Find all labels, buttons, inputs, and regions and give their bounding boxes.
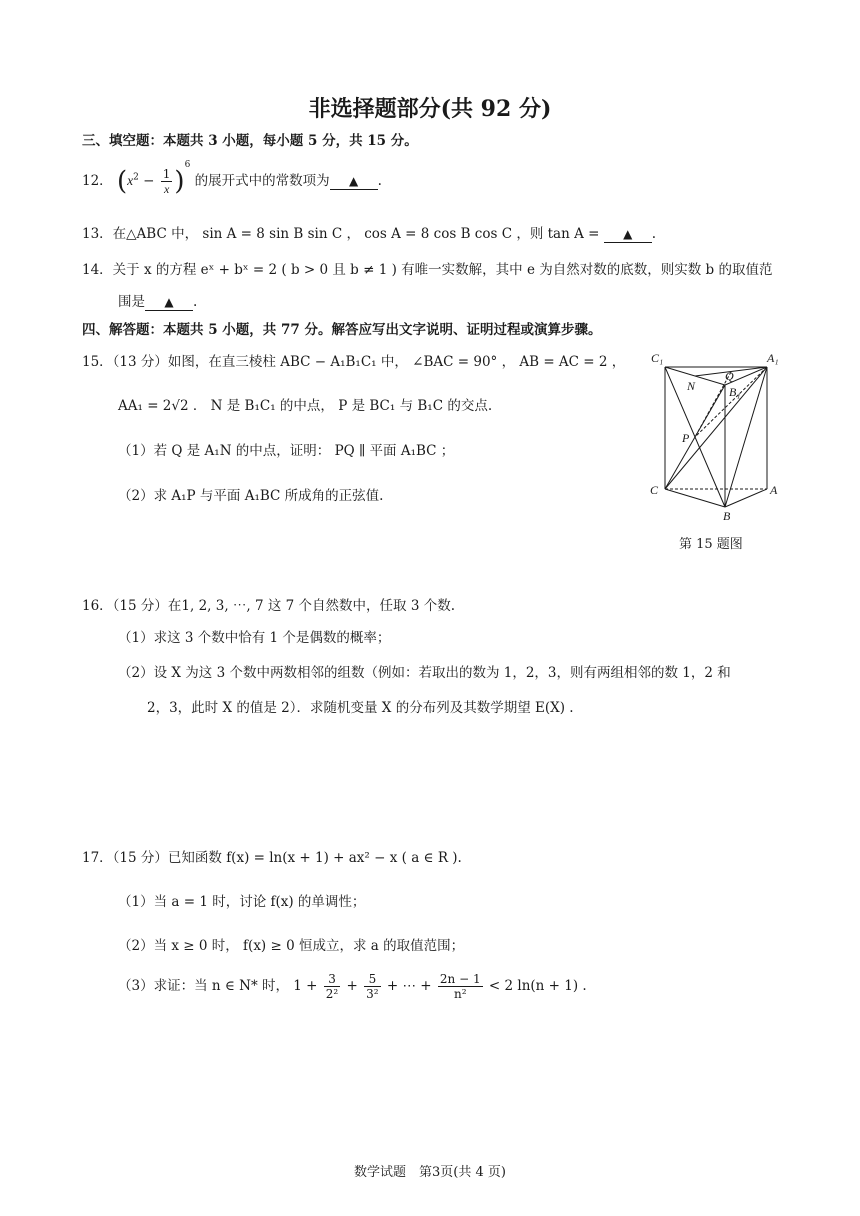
q13-text: 13．在△ABC 中， sin A = 8 sin B sin C ， cos A = 8 cos B cos C ，则 tan A = xyxy=(82,226,604,242)
q14-answer-blank[interactable]: ▲ xyxy=(145,295,193,311)
page-title: 非选择题部分(共 92 分) xyxy=(308,96,552,122)
label-p: P xyxy=(682,431,690,445)
question-17-part3: （3）求证：当 n ∈ N* 时， 1 + $\frac{3}{\text{2²}}$ + $\frac{5}{\text{3²}}$ + ⋯ + $\frac{2n - 1}{\text{n²}}$ < 2 ln(n + 1) . xyxy=(118,972,587,1001)
question-15-line2: AA₁ = 2√2 ． N 是 B₁C₁ 的中点， P 是 BC₁ 与 B₁C 的交点. xyxy=(118,398,493,414)
label-c1: C₁ xyxy=(651,351,664,365)
diag-a1-c xyxy=(665,367,767,489)
question-14-line1: 14．关于 x 的方程 eˣ + bˣ = 2 ( b > 0 且 b ≠ 1 ) 有唯一实数解，其中 e 为自然对数的底数，则实数 b 的取值范 xyxy=(82,262,773,278)
question-17-part2: （2）当 x ≥ 0 时， f(x) ≥ 0 恒成立，求 a 的取值范围； xyxy=(118,938,465,954)
question-12: 12． ($x^2$ − $\frac{1}{x}$ )$^6$ 的展开式中的常数项为 ▲ . xyxy=(82,160,382,197)
q17-fraction-3: $\frac{2n - 1}{\text{n²}}$ xyxy=(439,972,481,1001)
label-q: Q xyxy=(725,369,734,383)
question-14-line2: 围是 ▲ . xyxy=(118,294,198,310)
q12-number: 12． xyxy=(82,173,113,189)
prism-figure xyxy=(645,342,785,522)
label-b1: B₁ xyxy=(729,385,741,399)
question-13: 13．在△ABC 中， sin A = 8 sin B sin C ， cos A = 8 cos B cos C ，则 tan A = ▲ . xyxy=(82,226,657,242)
page-footer: 数学试题 第3页(共 4 页) xyxy=(354,1165,506,1180)
question-15-line1: 15．（13 分）如图，在直三棱柱 ABC − A₁B₁C₁ 中， ∠BAC = 90° ， AB = AC = 2 ， xyxy=(82,354,626,370)
section-4-heading: 四、解答题：本题共 5 小题，共 77 分。解答应写出文字说明、证明过程或演算步骤。 xyxy=(82,322,602,338)
section-3-heading: 三、填空题：本题共 3 小题，每小题 5 分，共 15 分。 xyxy=(82,133,418,149)
q12-text: 的展开式中的常数项为 xyxy=(194,173,330,189)
question-15-part2: （2）求 A₁P 与平面 A₁BC 所成角的正弦值. xyxy=(118,488,384,504)
question-17-part1: （1）当 a = 1 时，讨论 f(x) 的单调性； xyxy=(118,894,366,910)
question-17-line1: 17．（15 分）已知函数 f(x) = ln(x + 1) + ax² − x ( a ∈ R ). xyxy=(82,850,462,866)
label-b: B xyxy=(723,509,731,522)
q13-answer-blank[interactable]: ▲ xyxy=(604,227,652,243)
question-16-part2-line1: （2）设 X 为这 3 个数中两数相邻的组数（例如：若取出的数为 1，2，3，则有两组相邻的数 1，2 和 xyxy=(118,665,731,681)
edge-b-a xyxy=(725,489,767,507)
figure-caption: 第 15 题图 xyxy=(679,537,743,552)
label-c: C xyxy=(650,483,659,497)
edge-c-b xyxy=(665,489,725,507)
question-15-part1: （1）若 Q 是 A₁N 的中点，证明： PQ ∥ 平面 A₁BC ； xyxy=(118,443,455,459)
label-n: N xyxy=(687,379,696,393)
q12-fraction: $\frac{1}{x}$ xyxy=(162,167,171,196)
question-16-line1: 16．（15 分）在1, 2, 3, ⋯, 7 这 7 个自然数中，任取 3 个数. xyxy=(82,598,456,614)
question-16-part2-line2: 2，3，此时 X 的值是 2）．求随机变量 X 的分布列及其数学期望 E(X) . xyxy=(147,700,574,716)
label-a: A xyxy=(770,483,778,497)
label-a1: A₁ xyxy=(767,351,779,365)
q12-answer-blank[interactable]: ▲ xyxy=(330,174,378,190)
q17-fraction-2: $\frac{5}{\text{3²}}$ xyxy=(366,972,379,1001)
q17-fraction-1: $\frac{3}{\text{2²}}$ xyxy=(325,972,339,1001)
question-16-part1: （1）求这 3 个数中恰有 1 个是偶数的概率； xyxy=(118,630,391,646)
